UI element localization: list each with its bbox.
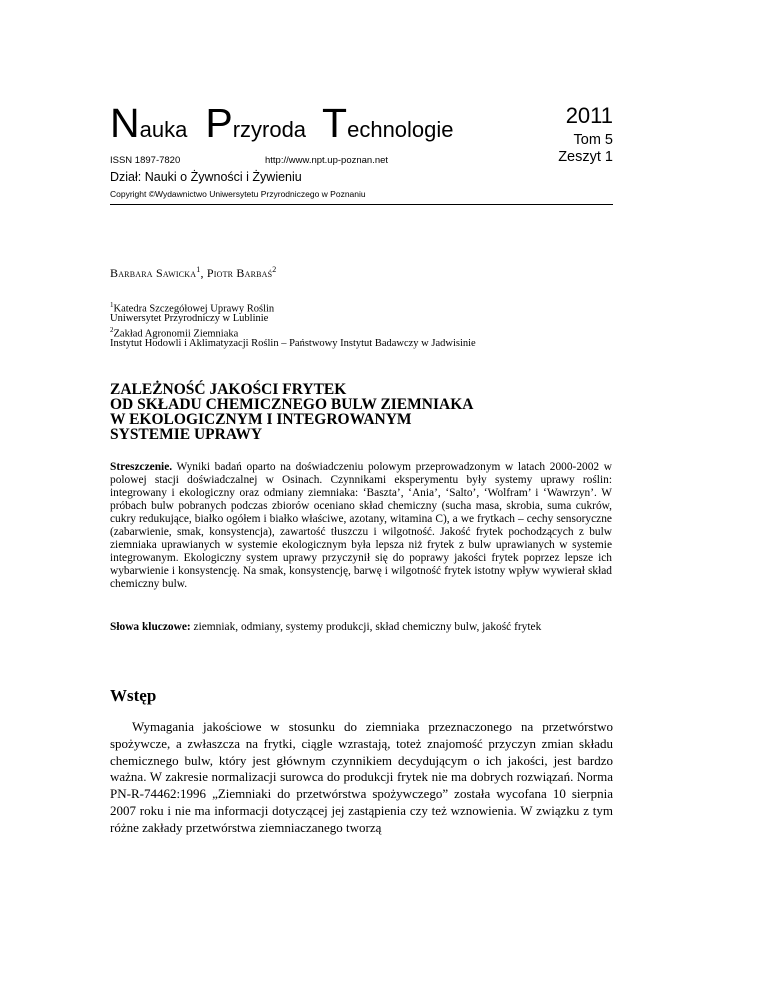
keywords [110, 621, 612, 634]
article-title-line-2: OD SKŁADU CHEMICZNEGO BULW ZIEMNIAKA [110, 396, 474, 413]
author-1: Barbara Sawicka [110, 266, 197, 280]
article-title-line-3: W EKOLOGICZNYM I INTEGROWANYM [110, 411, 412, 428]
journal-volume: Tom 5 [573, 132, 613, 148]
author-2-sup: 2 [272, 265, 277, 274]
journal-word-technologie: echnologie [347, 117, 454, 142]
affiliation-line-4: Instytut Hodowli i Aklimatyzacji Roślin – Państwowy Instytut Badawczy w Jadwisinie [110, 338, 476, 349]
affiliation-1-dept: Katedra Szczegółowej Uprawy Roślin [113, 303, 275, 315]
journal-initial-p: P [205, 100, 233, 146]
journal-section: Dział: Nauki o Żywności i Żywieniu [110, 170, 302, 184]
journal-word-nauka: auka [139, 117, 188, 142]
article-title-line-1: ZALEŻNOŚĆ JAKOŚCI FRYTEK [110, 381, 347, 398]
journal-initial-n: N [110, 100, 140, 146]
author-1-sup: 1 [196, 265, 201, 274]
abstract-label: Streszczenie. [110, 461, 173, 473]
journal-year: 2011 [565, 103, 613, 128]
author-2: Piotr Barbaś [206, 266, 273, 280]
author-separator: , [200, 266, 207, 280]
affiliation-sup-1: 1 [110, 301, 114, 309]
intro-paragraph: Wymagania jakościowe w stosunku do ziemniaka przeznaczonego na przetwórstwo spożywcze, a zwłaszcza na frytki, ciągle wzrastają, toteż znajomość przyczyn zmian składu chemicznego bulw, który jest głównym czynnikiem decydującym o ich jakości, jest bardzo ważna. W zakresie normalizacji surowca do produkcji frytek nie ma dobrych rozwiązań. Norma PN-R-74462:1996 „Ziemniaki do przetwórstwa spożywczego” została wycofana 10 sierpnia 2007 roku i nie ma informacji dotyczącej jej zastąpienia czy też wznowienia. W związku z tym różne zakłady przetwórstwa ziemniaczanego tworzą [110, 719, 613, 835]
journal-initial-t: T [322, 100, 348, 146]
keywords-text: ziemniak, odmiany, systemy produkcji, skład chemiczny bulw, jakość frytek [190, 621, 542, 633]
header-rule [110, 204, 613, 205]
article-title [110, 382, 473, 442]
abstract-text: Wyniki badań oparto na doświadczeniu polowym przeprowadzonym w latach 2000-2002 w polowej stacji doświadczalnej w Osinach. Czynnikami eksperymentu były systemy uprawy roślin: integrowany i ekologiczny oraz odmiany ziemniaka: ‘Baszta’, ‘Ania’, ‘Salto’, ‘Wolfram’ i ‘Wawrzyn’. W próbach bulw pobranych podczas zbiorów oceniano skład chemiczny (sucha masa, skrobia, suma cukrów, cukry redukujące, białko ogółem i białko właściwe, azotany, witamina C), a we frytkach – cechy sensoryczne (zabarwienie, smak, konsystencja), zawartość tłuszczu i wilgotność. Jakość frytek pochodzących z bulw ziemniaka uprawianych w systemie ekologicznym była lepsza niż frytek z bulw uprawianych w systemie integrowanym. Ekologiczny system uprawy przyczynił się do poprawy jakości frytek poprzez lepsze ich wybarwienie i konsystencję. Na smak, konsystencję, barwę i wilgotność frytek istotny wpływ wywierał skład chemiczny bulw. [110, 461, 612, 590]
issn: ISSN 1897-7820 [110, 155, 181, 166]
article-title-line-4: SYSTEMIE UPRAWY [110, 426, 263, 443]
journal-url: http://www.npt.up-poznan.net [265, 155, 389, 166]
journal-issue: Zeszyt 1 [558, 149, 613, 165]
authors [110, 265, 277, 281]
abstract [110, 461, 612, 591]
affiliation-2-dept: Zakład Agronomii Ziemniaka [113, 328, 239, 340]
affiliation-line-2: Uniwersytet Przyrodniczy w Lublinie [110, 313, 269, 324]
affiliation-sup-2: 2 [110, 326, 114, 334]
section-heading-intro: Wstęp [110, 686, 157, 705]
journal-title [110, 100, 454, 146]
keywords-label: Słowa kluczowe: [110, 621, 191, 633]
copyright: Copyright ©Wydawnictwo Uniwersytetu Przyrodniczego w Poznaniu [110, 189, 366, 199]
journal-word-przyroda: rzyroda [232, 117, 307, 142]
